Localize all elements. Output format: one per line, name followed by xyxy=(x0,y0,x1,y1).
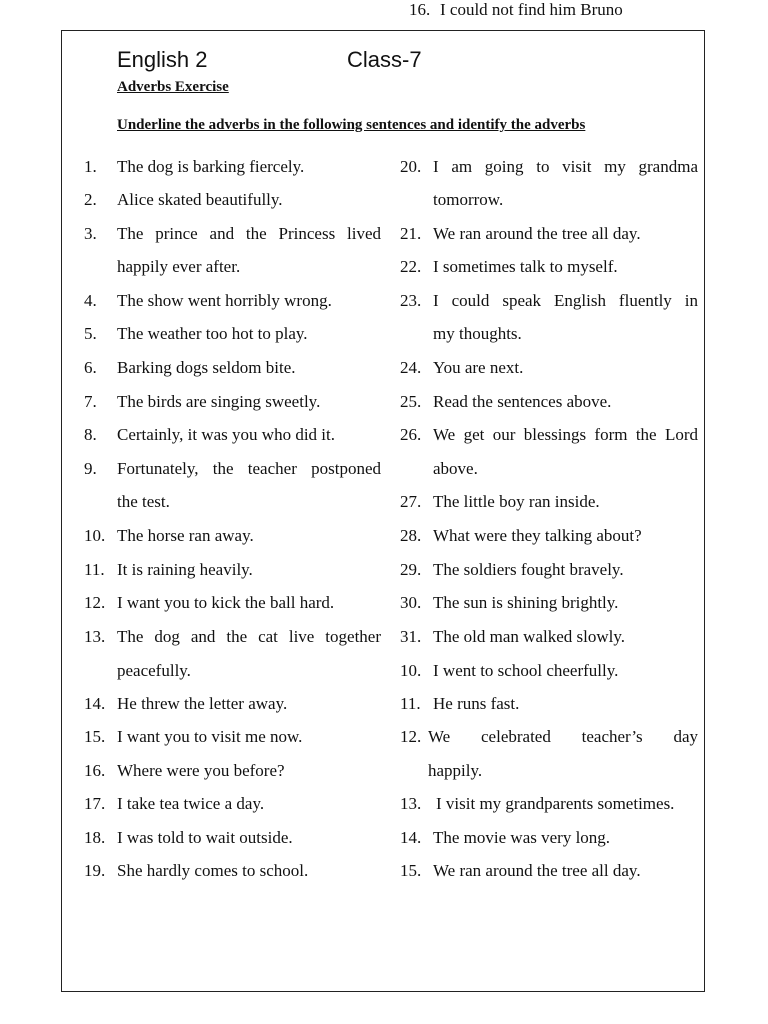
question-number: 22. xyxy=(400,257,422,276)
question-number: 7. xyxy=(84,392,97,411)
question-text: The prince and the Princess lived xyxy=(117,224,381,243)
question-number: 20. xyxy=(400,157,422,176)
question-text: I take tea twice a day. xyxy=(117,794,265,813)
question-number: 16. xyxy=(409,0,431,19)
question-number: 6. xyxy=(84,358,97,377)
question-text: He threw the letter away. xyxy=(117,694,288,713)
question-number: 27. xyxy=(400,492,422,511)
question-text: The weather too hot to play. xyxy=(117,324,308,343)
question-number: 9. xyxy=(84,459,97,478)
question-text: The little boy ran inside. xyxy=(433,492,600,511)
question-text: We ran around the tree all day. xyxy=(433,224,641,243)
question-text: The dog and the cat live together xyxy=(117,627,381,646)
question-number: 1. xyxy=(84,157,97,176)
question-text: above. xyxy=(433,459,478,478)
question-number: 2. xyxy=(84,190,97,209)
question-text: the test. xyxy=(117,492,170,511)
question-number: 11. xyxy=(400,694,421,713)
question-text: I sometimes talk to myself. xyxy=(433,257,618,276)
question-text: happily. xyxy=(428,761,483,780)
question-text: I could speak English fluently in xyxy=(433,291,698,310)
question-number: 4. xyxy=(84,291,97,310)
question-text: The old man walked slowly. xyxy=(433,627,625,646)
question-number: 26. xyxy=(400,425,422,444)
question-number: 15. xyxy=(400,861,422,880)
question-text: Barking dogs seldom bite. xyxy=(117,358,296,377)
exercise-title: Adverbs Exercise xyxy=(117,79,229,95)
question-text: You are next. xyxy=(433,358,524,377)
question-text: The horse ran away. xyxy=(117,526,254,545)
question-text: happily ever after. xyxy=(117,257,241,276)
question-text: We celebrated teacher’s day xyxy=(428,727,698,746)
question-text: Fortunately, the teacher postponed xyxy=(117,459,381,478)
question-text: The movie was very long. xyxy=(433,828,611,847)
question-text: He runs fast. xyxy=(433,694,520,713)
question-number: 19. xyxy=(84,861,106,880)
question-number: 13. xyxy=(400,794,422,813)
class-heading: Class-7 xyxy=(347,47,422,72)
question-text: I want you to kick the ball hard. xyxy=(117,593,335,612)
question-text: I was told to wait outside. xyxy=(117,828,293,847)
question-number: 30. xyxy=(400,593,422,612)
question-number: 31. xyxy=(400,627,422,646)
question-text: tomorrow. xyxy=(433,190,504,209)
question-number: 18. xyxy=(84,828,106,847)
question-text: my thoughts. xyxy=(433,324,522,343)
question-number: 15. xyxy=(84,727,106,746)
question-text: Certainly, it was you who did it. xyxy=(117,425,335,444)
question-text: I could not find him Bruno xyxy=(440,0,623,19)
question-text: What were they talking about? xyxy=(433,526,642,545)
question-number: 13. xyxy=(84,627,106,646)
question-text: We ran around the tree all day. xyxy=(433,861,641,880)
question-number: 21. xyxy=(400,224,422,243)
subject-heading: English 2 xyxy=(117,47,208,72)
question-text: She hardly comes to school. xyxy=(117,861,309,880)
question-text: Where were you before? xyxy=(117,761,285,780)
question-number: 17. xyxy=(84,794,106,813)
question-number: 16. xyxy=(84,761,106,780)
question-text: I went to school cheerfully. xyxy=(433,661,619,680)
question-text: I visit my grandparents sometimes. xyxy=(436,794,675,813)
question-number: 3. xyxy=(84,224,97,243)
question-text: I want you to visit me now. xyxy=(117,727,303,746)
question-number: 14. xyxy=(400,828,422,847)
question-number: 5. xyxy=(84,324,97,343)
question-text: The show went horribly wrong. xyxy=(117,291,332,310)
question-number: 28. xyxy=(400,526,422,545)
question-number: 10. xyxy=(84,526,106,545)
question-text: Read the sentences above. xyxy=(433,392,612,411)
question-text: The birds are singing sweetly. xyxy=(117,392,321,411)
question-number: 24. xyxy=(400,358,422,377)
question-text: peacefully. xyxy=(117,661,191,680)
question-text: The soldiers fought bravely. xyxy=(433,560,624,579)
question-number: 11. xyxy=(84,560,105,579)
question-text: The sun is shining brightly. xyxy=(433,593,619,612)
question-text: It is raining heavily. xyxy=(117,560,253,579)
question-number: 8. xyxy=(84,425,97,444)
instruction-text: Underline the adverbs in the following sentences and identify the adverbs xyxy=(117,117,586,133)
question-number: 23. xyxy=(400,291,422,310)
question-text: I am going to visit my grandma xyxy=(433,157,698,176)
question-number: 25. xyxy=(400,392,422,411)
question-number: 12. xyxy=(400,727,422,746)
question-number: 12. xyxy=(84,593,106,612)
question-number: 29. xyxy=(400,560,422,579)
question-number: 14. xyxy=(84,694,106,713)
question-text: Alice skated beautifully. xyxy=(117,190,283,209)
question-text: The dog is barking fiercely. xyxy=(117,157,305,176)
question-text: We get our blessings form the Lord xyxy=(433,425,698,444)
question-number: 10. xyxy=(400,661,422,680)
